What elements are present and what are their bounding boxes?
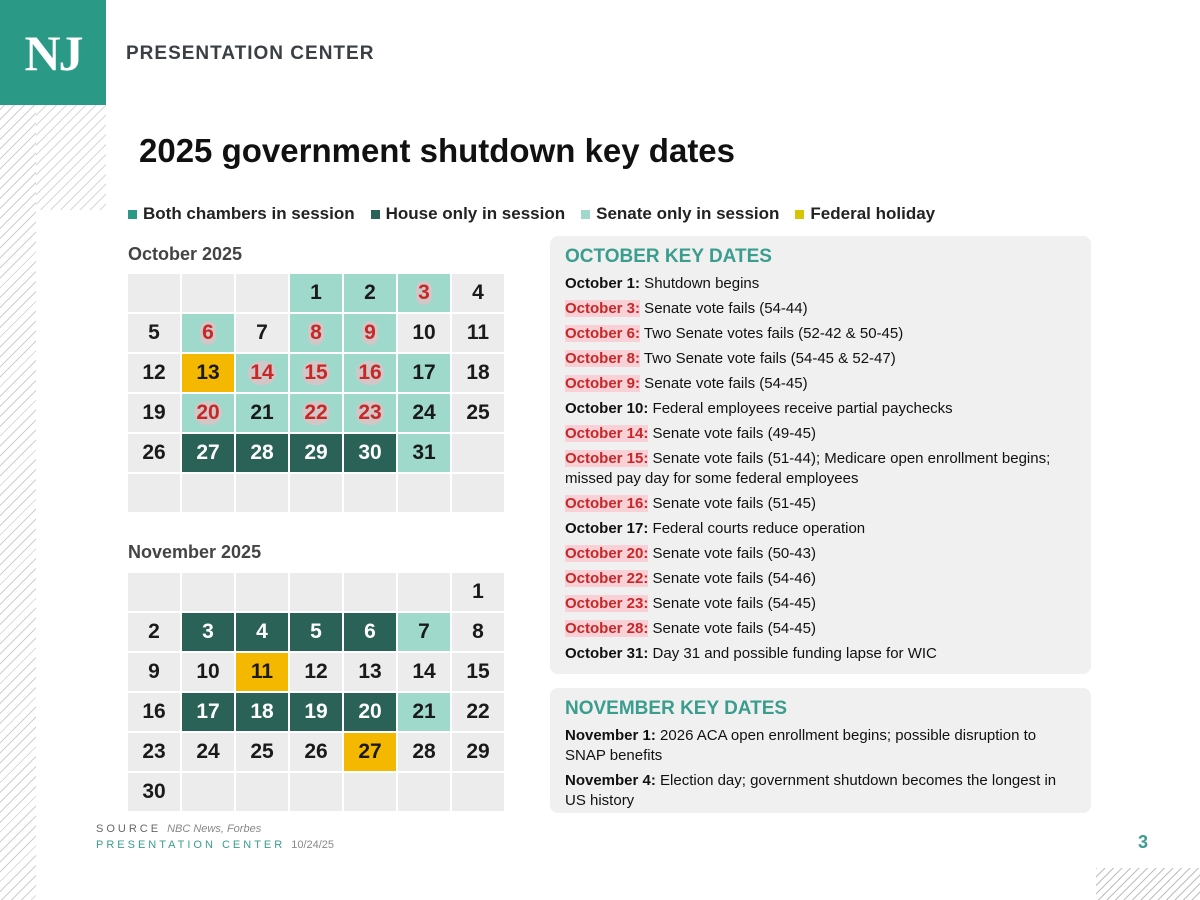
day-number: 18	[250, 700, 274, 723]
key-date-label: October 20:	[565, 545, 649, 562]
day-number: 29	[466, 740, 490, 763]
november-empty-cell	[236, 573, 288, 611]
center-label: PRESENTATION CENTER	[96, 839, 286, 851]
key-date-text: Senate vote fails (50-43)	[648, 545, 816, 562]
key-date-text: 2026 ACA open enrollment begins; possible disruption to SNAP benefits	[565, 727, 1037, 764]
day-number: 26	[304, 740, 328, 763]
key-date-text: Senate vote fails (51-45)	[648, 495, 816, 512]
november-day-24	[182, 733, 234, 771]
november-calendar-title: November 2025	[128, 542, 262, 562]
key-date-label: October 17:	[565, 520, 649, 537]
october-empty-cell	[290, 474, 342, 512]
key-date-label: October 6:	[565, 325, 641, 342]
day-number: 13	[358, 660, 382, 683]
november-day-25	[236, 733, 288, 771]
day-number: 16	[142, 700, 166, 723]
day-number: 22	[304, 401, 328, 424]
october-calendar-title: October 2025	[128, 244, 243, 264]
october-day-5	[128, 314, 180, 352]
october-day-15	[290, 354, 342, 392]
november-empty-cell	[182, 773, 234, 811]
day-number: 27	[358, 740, 382, 763]
day-number: 30	[358, 441, 382, 464]
key-date-entry	[565, 399, 1076, 419]
key-date-label: October 16:	[565, 495, 649, 512]
october-empty-cell	[452, 474, 504, 512]
legend-house-label: House only in session	[385, 204, 566, 223]
october-day-28	[236, 434, 288, 472]
october-day-10	[398, 314, 450, 352]
october-empty-cell	[236, 474, 288, 512]
october-day-8	[290, 314, 342, 352]
day-number: 19	[304, 700, 328, 723]
day-number: 28	[250, 441, 274, 464]
page-title: 2025 government shutdown key dates	[139, 132, 736, 169]
legend-both-label: Both chambers in session	[143, 204, 355, 223]
key-date-text: Senate vote fails (54-45)	[648, 595, 816, 612]
key-date-text: Senate vote fails (54-45)	[640, 375, 808, 392]
october-calendar	[128, 274, 504, 512]
key-date-entry	[565, 594, 1076, 614]
day-number: 10	[412, 321, 436, 344]
key-date-entry	[565, 544, 1076, 564]
november-day-7	[398, 613, 450, 651]
key-date-entry	[565, 424, 1076, 444]
legend-holiday	[795, 204, 935, 224]
october-day-23	[344, 394, 396, 432]
october-panel-title: OCTOBER KEY DATES	[565, 246, 772, 267]
day-number: 11	[250, 660, 274, 683]
key-date-entry	[565, 494, 1076, 514]
november-empty-cell	[398, 773, 450, 811]
legend-both	[128, 204, 355, 224]
november-day-23	[128, 733, 180, 771]
day-number: 20	[196, 401, 220, 424]
october-day-20	[182, 394, 234, 432]
november-day-14	[398, 653, 450, 691]
day-number: 16	[358, 361, 382, 384]
day-number: 8	[310, 321, 322, 344]
october-empty-cell	[344, 474, 396, 512]
day-number: 2	[148, 620, 160, 643]
day-number: 15	[304, 361, 328, 384]
october-day-31	[398, 434, 450, 472]
november-day-18	[236, 693, 288, 731]
november-calendar	[128, 573, 504, 811]
november-day-29	[452, 733, 504, 771]
footer-source	[96, 823, 261, 835]
october-day-27	[182, 434, 234, 472]
october-day-25	[452, 394, 504, 432]
october-day-17	[398, 354, 450, 392]
key-date-entry	[565, 299, 1076, 319]
october-day-29	[290, 434, 342, 472]
day-number: 24	[196, 740, 220, 763]
day-number: 29	[304, 441, 328, 464]
october-day-9	[344, 314, 396, 352]
key-date-label: October 23:	[565, 595, 649, 612]
footer-center	[96, 839, 334, 851]
day-number: 12	[142, 361, 166, 384]
october-day-12	[128, 354, 180, 392]
key-date-text: Senate vote fails (54-44)	[640, 300, 808, 317]
legend-house	[371, 204, 566, 224]
key-date-label: October 22:	[565, 570, 649, 587]
key-date-text: Senate vote fails (51-44); Medicare open enrollment begins; missed pay day for some federal employees	[565, 450, 1051, 487]
key-date-label: October 8:	[565, 350, 641, 367]
october-day-30	[344, 434, 396, 472]
october-day-24	[398, 394, 450, 432]
legend-senate-swatch	[581, 210, 590, 219]
day-number: 1	[472, 580, 484, 603]
november-day-22	[452, 693, 504, 731]
october-empty-cell	[452, 434, 504, 472]
october-empty-cell	[236, 274, 288, 312]
october-day-13	[182, 354, 234, 392]
key-date-text: Senate vote fails (49-45)	[648, 425, 816, 442]
footer-date: 10/24/25	[291, 839, 335, 851]
legend-senate	[581, 204, 779, 224]
day-number: 30	[142, 780, 166, 803]
october-entries	[565, 274, 1076, 664]
day-number: 12	[304, 660, 328, 683]
key-date-entry	[565, 644, 1076, 664]
october-empty-cell	[128, 474, 180, 512]
october-empty-cell	[128, 274, 180, 312]
november-day-4	[236, 613, 288, 651]
november-panel-title: NOVEMBER KEY DATES	[565, 698, 788, 719]
october-day-3	[398, 274, 450, 312]
legend-senate-label: Senate only in session	[596, 204, 780, 223]
november-day-27	[344, 733, 396, 771]
november-day-2	[128, 613, 180, 651]
day-number: 21	[250, 401, 274, 424]
day-number: 1	[310, 281, 322, 304]
day-number: 3	[418, 281, 430, 304]
november-empty-cell	[236, 773, 288, 811]
source-label: SOURCE	[96, 823, 162, 835]
november-empty-cell	[290, 773, 342, 811]
key-date-text: Election day; government shutdown becomes the longest in US history	[565, 772, 1057, 809]
day-number: 14	[412, 660, 436, 683]
day-number: 24	[412, 401, 436, 424]
key-date-entry	[565, 324, 1076, 344]
key-date-text: Federal employees receive partial paychecks	[648, 400, 953, 417]
key-date-text: Shutdown begins	[640, 275, 760, 292]
day-number: 5	[148, 321, 160, 344]
october-day-7	[236, 314, 288, 352]
key-date-label: October 9:	[565, 375, 641, 392]
day-number: 23	[358, 401, 382, 424]
november-day-8	[452, 613, 504, 651]
key-date-entry	[565, 569, 1076, 589]
source-value: NBC News, Forbes	[167, 823, 262, 835]
key-date-label: October 10:	[565, 400, 649, 417]
november-day-20	[344, 693, 396, 731]
key-date-text: Day 31 and possible funding lapse for WIC	[648, 645, 937, 662]
day-number: 17	[196, 700, 220, 723]
october-day-4	[452, 274, 504, 312]
october-key-dates-panel	[550, 236, 1091, 674]
day-number: 4	[256, 620, 268, 643]
november-day-10	[182, 653, 234, 691]
day-number: 20	[358, 700, 382, 723]
october-empty-cell	[182, 274, 234, 312]
key-date-text: Senate vote fails (54-45)	[648, 620, 816, 637]
left-stripe-pattern-inner	[36, 105, 106, 210]
october-empty-cell	[398, 474, 450, 512]
november-day-1	[452, 573, 504, 611]
legend-both-swatch	[128, 210, 137, 219]
day-number: 8	[472, 620, 484, 643]
november-empty-cell	[290, 573, 342, 611]
day-number: 23	[142, 740, 166, 763]
november-day-19	[290, 693, 342, 731]
key-date-label: October 15:	[565, 450, 649, 467]
november-day-28	[398, 733, 450, 771]
november-empty-cell	[128, 573, 180, 611]
bottom-right-stripe-pattern	[1096, 868, 1200, 900]
day-number: 27	[196, 441, 220, 464]
brand-title: PRESENTATION CENTER	[126, 43, 375, 64]
legend-holiday-swatch	[795, 210, 804, 219]
day-number: 22	[466, 700, 490, 723]
day-number: 7	[256, 321, 268, 344]
left-stripe-pattern	[0, 0, 36, 900]
october-day-11	[452, 314, 504, 352]
day-number: 7	[418, 620, 430, 643]
november-day-17	[182, 693, 234, 731]
day-number: 2	[364, 281, 376, 304]
key-date-entry	[565, 619, 1076, 639]
november-day-12	[290, 653, 342, 691]
day-number: 5	[310, 620, 322, 643]
day-number: 13	[196, 361, 220, 384]
november-day-16	[128, 693, 180, 731]
october-day-22	[290, 394, 342, 432]
november-day-26	[290, 733, 342, 771]
legend-house-swatch	[371, 210, 380, 219]
day-number: 6	[364, 620, 376, 643]
day-number: 21	[412, 700, 436, 723]
key-date-label: October 31:	[565, 645, 649, 662]
day-number: 28	[412, 740, 436, 763]
day-number: 19	[142, 401, 166, 424]
page-number: 3	[1138, 832, 1149, 852]
key-date-text: Two Senate votes fails (52-42 & 50-45)	[640, 325, 904, 342]
november-day-21	[398, 693, 450, 731]
october-day-6	[182, 314, 234, 352]
key-date-entry	[565, 374, 1076, 394]
november-day-9	[128, 653, 180, 691]
november-day-15	[452, 653, 504, 691]
key-date-entry	[565, 349, 1076, 369]
november-day-5	[290, 613, 342, 651]
october-day-18	[452, 354, 504, 392]
key-date-text: Two Senate vote fails (54-45 & 52-47)	[640, 350, 896, 367]
november-day-3	[182, 613, 234, 651]
legend	[128, 204, 935, 224]
key-date-label: October 1:	[565, 275, 641, 292]
november-day-11	[236, 653, 288, 691]
key-date-entry	[565, 274, 1076, 294]
october-day-14	[236, 354, 288, 392]
november-day-13	[344, 653, 396, 691]
october-day-19	[128, 394, 180, 432]
nj-logo: NJ	[0, 0, 106, 105]
october-day-2	[344, 274, 396, 312]
day-number: 9	[364, 321, 376, 344]
day-number: 6	[202, 321, 214, 344]
key-date-entry	[565, 519, 1076, 539]
key-date-label: November 1:	[565, 727, 656, 744]
day-number: 9	[148, 660, 160, 683]
key-date-text: Senate vote fails (54-46)	[648, 570, 816, 587]
november-key-dates-panel	[550, 688, 1091, 813]
november-day-30	[128, 773, 180, 811]
october-day-1	[290, 274, 342, 312]
day-number: 18	[466, 361, 490, 384]
november-entries	[565, 726, 1076, 811]
november-day-6	[344, 613, 396, 651]
day-number: 14	[250, 361, 274, 384]
november-empty-cell	[182, 573, 234, 611]
day-number: 25	[466, 401, 490, 424]
day-number: 17	[412, 361, 436, 384]
legend-holiday-label: Federal holiday	[810, 204, 936, 223]
october-day-16	[344, 354, 396, 392]
october-empty-cell	[182, 474, 234, 512]
day-number: 3	[202, 620, 214, 643]
day-number: 31	[412, 441, 436, 464]
november-empty-cell	[452, 773, 504, 811]
key-date-entry	[565, 449, 1076, 489]
day-number: 11	[466, 321, 490, 344]
day-number: 10	[196, 660, 220, 683]
key-date-text: Federal courts reduce operation	[648, 520, 866, 537]
november-empty-cell	[344, 573, 396, 611]
key-date-entry	[565, 726, 1076, 766]
day-number: 26	[142, 441, 166, 464]
key-date-entry	[565, 771, 1076, 811]
october-day-26	[128, 434, 180, 472]
day-number: 4	[472, 281, 484, 304]
day-number: 15	[466, 660, 490, 683]
key-date-label: October 28:	[565, 620, 649, 637]
november-empty-cell	[398, 573, 450, 611]
day-number: 25	[250, 740, 274, 763]
october-day-21	[236, 394, 288, 432]
key-date-label: November 4:	[565, 772, 656, 789]
key-date-label: October 3:	[565, 300, 641, 317]
key-date-label: October 14:	[565, 425, 649, 442]
november-empty-cell	[344, 773, 396, 811]
